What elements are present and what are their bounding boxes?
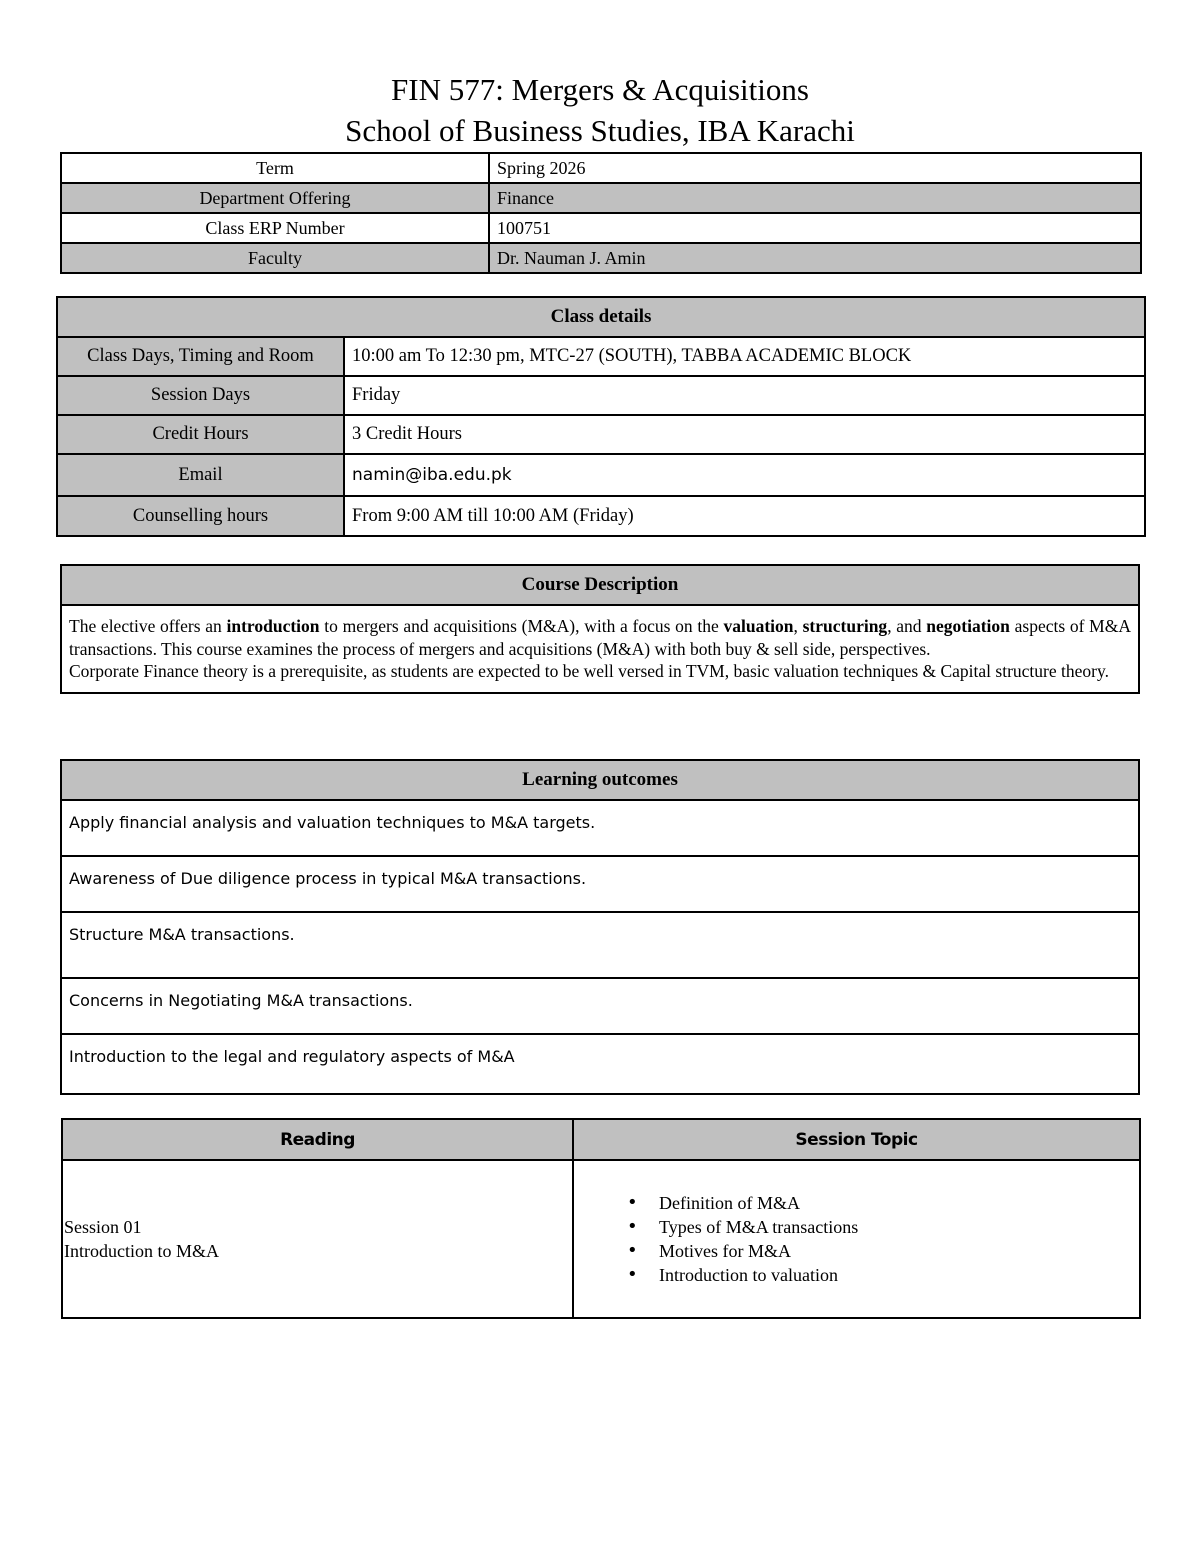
faculty-value: Dr. Nauman J. Amin bbox=[489, 243, 1141, 273]
class-timing-row bbox=[57, 337, 1145, 376]
term-row bbox=[61, 153, 1141, 183]
learning-outcome-item: Awareness of Due diligence process in typical M&A transactions. bbox=[61, 856, 1139, 912]
erp-label: Class ERP Number bbox=[61, 213, 489, 243]
course-description-paragraph-1: The elective offers an introduction to mergers and acquisitions (M&A), with a focus on the valuation, structuring, and negotiation aspects of M&A transactions. This course examines the process of mergers and acquisitions (M&A) with both buy & sell side, perspectives. bbox=[69, 616, 1131, 659]
term-label: Term bbox=[61, 153, 489, 183]
learning-outcome-item: Structure M&A transactions. bbox=[61, 912, 1139, 978]
faculty-label: Faculty bbox=[61, 243, 489, 273]
counselling-row bbox=[57, 496, 1145, 536]
department-row bbox=[61, 183, 1141, 213]
learning-outcomes-heading: Learning outcomes bbox=[61, 760, 1139, 800]
class-details-table bbox=[56, 296, 1146, 537]
document-subtitle: School of Business Studies, IBA Karachi bbox=[345, 113, 855, 148]
course-description-heading: Course Description bbox=[61, 565, 1139, 605]
credit-hours-value: 3 Credit Hours bbox=[344, 415, 1145, 454]
list-item: • Introduction to valuation bbox=[659, 1263, 1132, 1287]
session-reading-cell bbox=[62, 1160, 573, 1318]
reading-column-header: Reading bbox=[62, 1119, 573, 1160]
department-label: Department Offering bbox=[61, 183, 489, 213]
email-value[interactable]: namin@iba.edu.pk bbox=[344, 454, 1145, 496]
learning-outcome-item: Concerns in Negotiating M&A transactions. bbox=[61, 978, 1139, 1034]
session-topic-cell bbox=[573, 1160, 1140, 1318]
counselling-label: Counselling hours bbox=[57, 496, 344, 536]
erp-row bbox=[61, 213, 1141, 243]
term-info-table bbox=[60, 152, 1142, 274]
session-topic-column-header: Session Topic bbox=[573, 1119, 1140, 1160]
reading-schedule-table bbox=[61, 1118, 1141, 1319]
learning-outcome-item: Apply financial analysis and valuation techniques to M&A targets. bbox=[61, 800, 1139, 856]
list-item: • Definition of M&A bbox=[659, 1191, 1132, 1215]
faculty-row bbox=[61, 243, 1141, 273]
table-row bbox=[62, 1160, 1140, 1318]
counselling-value: From 9:00 AM till 10:00 AM (Friday) bbox=[344, 496, 1145, 536]
list-item: • Motives for M&A bbox=[659, 1239, 1132, 1263]
email-row bbox=[57, 454, 1145, 496]
session-days-label: Session Days bbox=[57, 376, 344, 415]
session-number: Session 01 bbox=[64, 1217, 142, 1237]
session-title: Introduction to M&A bbox=[64, 1241, 219, 1261]
email-label: Email bbox=[57, 454, 344, 496]
course-description-paragraph-2: Corporate Finance theory is a prerequisite, as students are expected to be well versed in TVM, basic valuation techniques & Capital structure theory. bbox=[69, 661, 1109, 681]
session-topic-list bbox=[581, 1191, 1132, 1287]
department-value: Finance bbox=[489, 183, 1141, 213]
course-description-table bbox=[60, 564, 1140, 694]
session-days-row bbox=[57, 376, 1145, 415]
session-days-value: Friday bbox=[344, 376, 1145, 415]
list-item: • Types of M&A transactions bbox=[659, 1215, 1132, 1239]
class-timing-label: Class Days, Timing and Room bbox=[57, 337, 344, 376]
class-details-heading: Class details bbox=[57, 297, 1145, 337]
document-title: FIN 577: Mergers & Acquisitions bbox=[391, 72, 809, 107]
credit-hours-row bbox=[57, 415, 1145, 454]
term-value: Spring 2026 bbox=[489, 153, 1141, 183]
learning-outcome-item: Introduction to the legal and regulatory aspects of M&A bbox=[61, 1034, 1139, 1094]
class-timing-value: 10:00 am To 12:30 pm, MTC-27 (SOUTH), TABBA ACADEMIC BLOCK bbox=[344, 337, 1145, 376]
erp-value: 100751 bbox=[489, 213, 1141, 243]
credit-hours-label: Credit Hours bbox=[57, 415, 344, 454]
course-description-body bbox=[61, 605, 1139, 693]
learning-outcomes-table bbox=[60, 759, 1140, 1095]
